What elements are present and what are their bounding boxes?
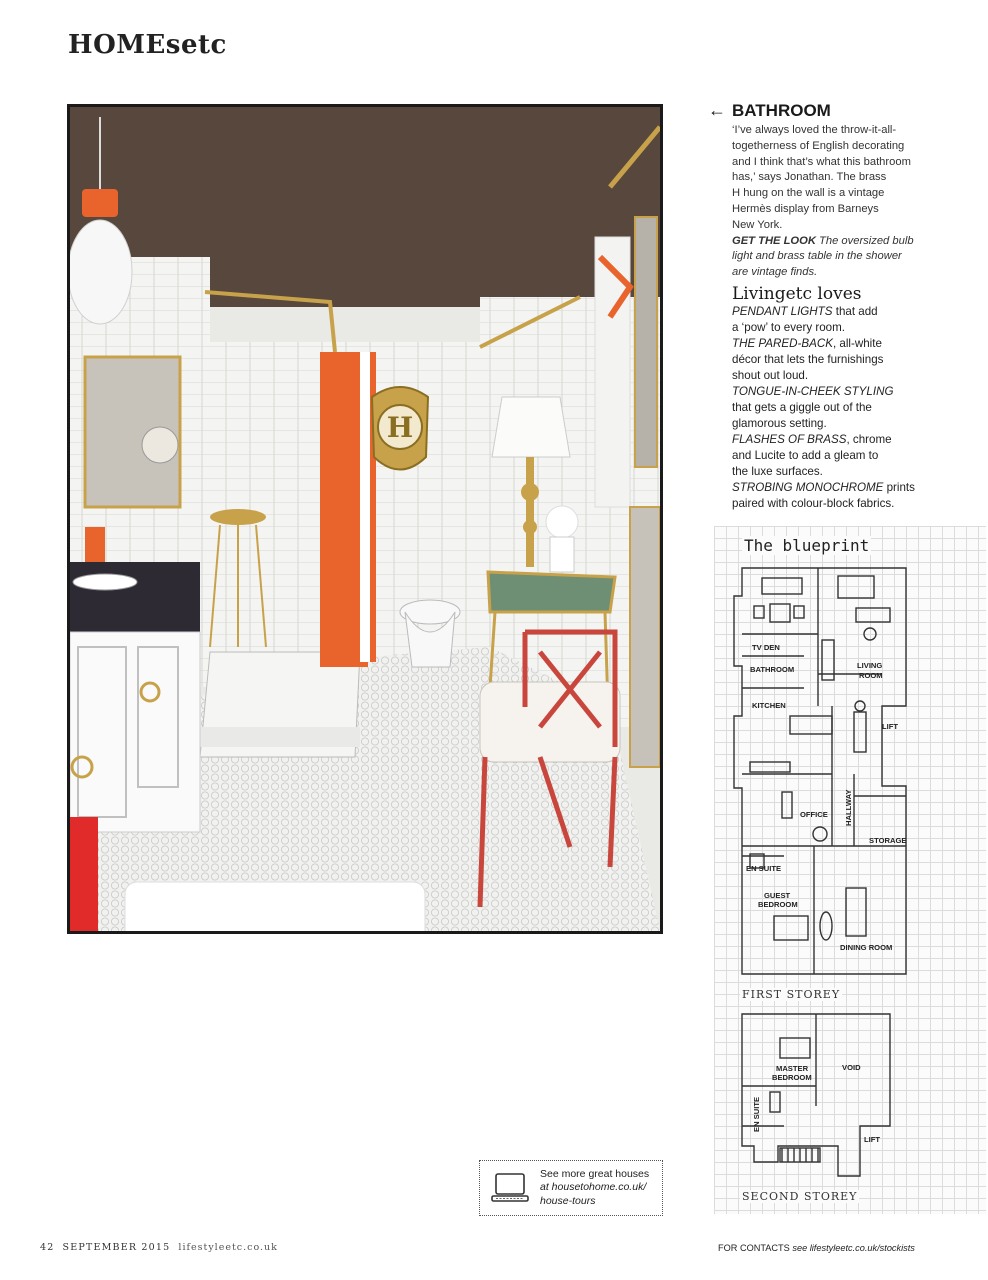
callout-link[interactable]: at housetohome.co.uk/	[540, 1181, 647, 1194]
room-master-2: BEDROOM	[772, 1073, 812, 1082]
bathroom-line: Hermès display from Barneys	[732, 202, 879, 215]
loves-item	[732, 432, 932, 448]
loves-item	[732, 480, 932, 496]
footer-right	[718, 1243, 915, 1253]
page-number: 42	[40, 1242, 55, 1253]
loves-item-text: prints	[883, 481, 915, 494]
room-en-suite-2: EN SUITE	[752, 1096, 761, 1132]
bathroom-line: H hung on the wall is a vintage	[732, 187, 885, 200]
room-dining: DINING ROOM	[840, 943, 893, 952]
loves-item-text: and Lucite to add a gleam to	[732, 449, 879, 462]
blueprint-title: The blueprint	[744, 536, 870, 555]
loves-item	[732, 464, 932, 480]
loves-item-text: paired with colour-block fabrics.	[732, 497, 895, 510]
room-living-1: LIVING	[857, 661, 883, 670]
room-office: OFFICE	[800, 810, 828, 819]
masthead: HOMEsetc	[68, 30, 227, 60]
loves-item-text: a ‘pow’ to every room.	[732, 321, 845, 334]
arrow-left-icon: ←	[708, 100, 726, 120]
room-void: VOID	[842, 1063, 861, 1072]
callout-text	[540, 1168, 649, 1209]
loves-item	[732, 496, 932, 512]
bathroom-caption	[708, 100, 920, 281]
get-the-look-line: light and brass table in the shower	[732, 250, 902, 263]
loves-title: Livingetc loves	[732, 284, 862, 304]
contacts-label: FOR CONTACTS	[718, 1243, 790, 1253]
svg-text:H: H	[386, 411, 414, 444]
second-storey-label: SECOND STOREY	[742, 1190, 858, 1203]
bathroom-heading	[708, 100, 920, 121]
loves-item-highlight: THE PARED-BACK	[732, 337, 833, 350]
loves-item	[732, 352, 932, 368]
room-kitchen: KITCHEN	[752, 701, 786, 710]
get-the-look-line: are vintage finds.	[732, 266, 818, 279]
issue-date: SEPTEMBER 2015	[62, 1242, 171, 1253]
loves-item	[732, 368, 932, 384]
room-lift: LIFT	[882, 722, 899, 731]
bathroom-line: has,’ says Jonathan. The brass	[732, 171, 887, 184]
callout-link[interactable]: house-tours	[540, 1194, 596, 1207]
loves-item	[732, 336, 932, 352]
bathroom-line: and I think that’s what this bathroom	[732, 155, 911, 168]
site-url[interactable]: lifestyleetc.co.uk	[178, 1242, 278, 1253]
loves-item-highlight: TONGUE-IN-CHEEK STYLING	[732, 385, 894, 398]
loves-item-text: , chrome	[846, 433, 892, 446]
bathroom-line: ‘I’ve always loved the throw-it-all-	[732, 124, 897, 136]
loves-item-text: that gets a giggle out of the	[732, 401, 872, 414]
laptop-icon	[490, 1171, 530, 1205]
loves-item	[732, 304, 932, 320]
loves-item-text: , all-white	[832, 337, 882, 350]
loves-item-highlight: FLASHES OF BRASS	[732, 433, 847, 446]
contacts-link[interactable]: see lifestyleetc.co.uk/stockists	[792, 1243, 915, 1253]
house-tours-callout[interactable]	[479, 1160, 663, 1216]
loves-item-text: shout out loud.	[732, 369, 809, 382]
bathroom-photo	[67, 104, 663, 934]
loves-item	[732, 448, 932, 464]
room-living-2: ROOM	[859, 671, 883, 680]
loves-item	[732, 320, 932, 336]
get-the-look	[732, 234, 920, 250]
room-en-suite: EN SUITE	[746, 864, 782, 873]
bathroom-line: New York.	[732, 218, 783, 231]
room-tv-den: TV DEN	[752, 643, 780, 652]
loves-item	[732, 384, 932, 400]
bathroom-line: togetherness of English decorating	[732, 139, 905, 152]
get-the-look-line: The oversized bulb	[819, 234, 914, 247]
room-lift-2: LIFT	[864, 1135, 881, 1144]
footer-left	[40, 1242, 278, 1253]
blueprint-panel	[714, 526, 986, 1214]
loves-item	[732, 400, 932, 416]
bathroom-title: BATHROOM	[732, 100, 831, 120]
room-guest-2: BEDROOM	[758, 900, 798, 909]
room-storage: STORAGE	[869, 836, 907, 845]
loves-item-highlight: PENDANT LIGHTS	[732, 305, 833, 318]
loves-item-text: that add	[832, 305, 878, 318]
loves-item-highlight: STROBING MONOCHROME	[732, 481, 884, 494]
callout-line: See more great houses	[540, 1167, 650, 1180]
callout-line	[540, 1195, 649, 1209]
room-guest-1: GUEST	[764, 891, 791, 900]
loves-item-text: décor that lets the furnishings	[732, 353, 884, 366]
first-storey-label: FIRST STOREY	[742, 988, 841, 1001]
get-the-look-label: GET THE LOOK	[732, 234, 816, 247]
loves-list	[732, 304, 932, 512]
livingetc-loves	[732, 284, 932, 512]
loves-item-text: glamorous setting.	[732, 417, 827, 430]
room-bathroom: BATHROOM	[750, 665, 795, 674]
callout-line	[540, 1181, 649, 1195]
loves-item	[732, 416, 932, 432]
loves-item-text: the luxe surfaces.	[732, 465, 823, 478]
room-hallway: HALLWAY	[844, 789, 853, 826]
bathroom-body	[732, 123, 920, 281]
room-master-1: MASTER	[776, 1064, 809, 1073]
